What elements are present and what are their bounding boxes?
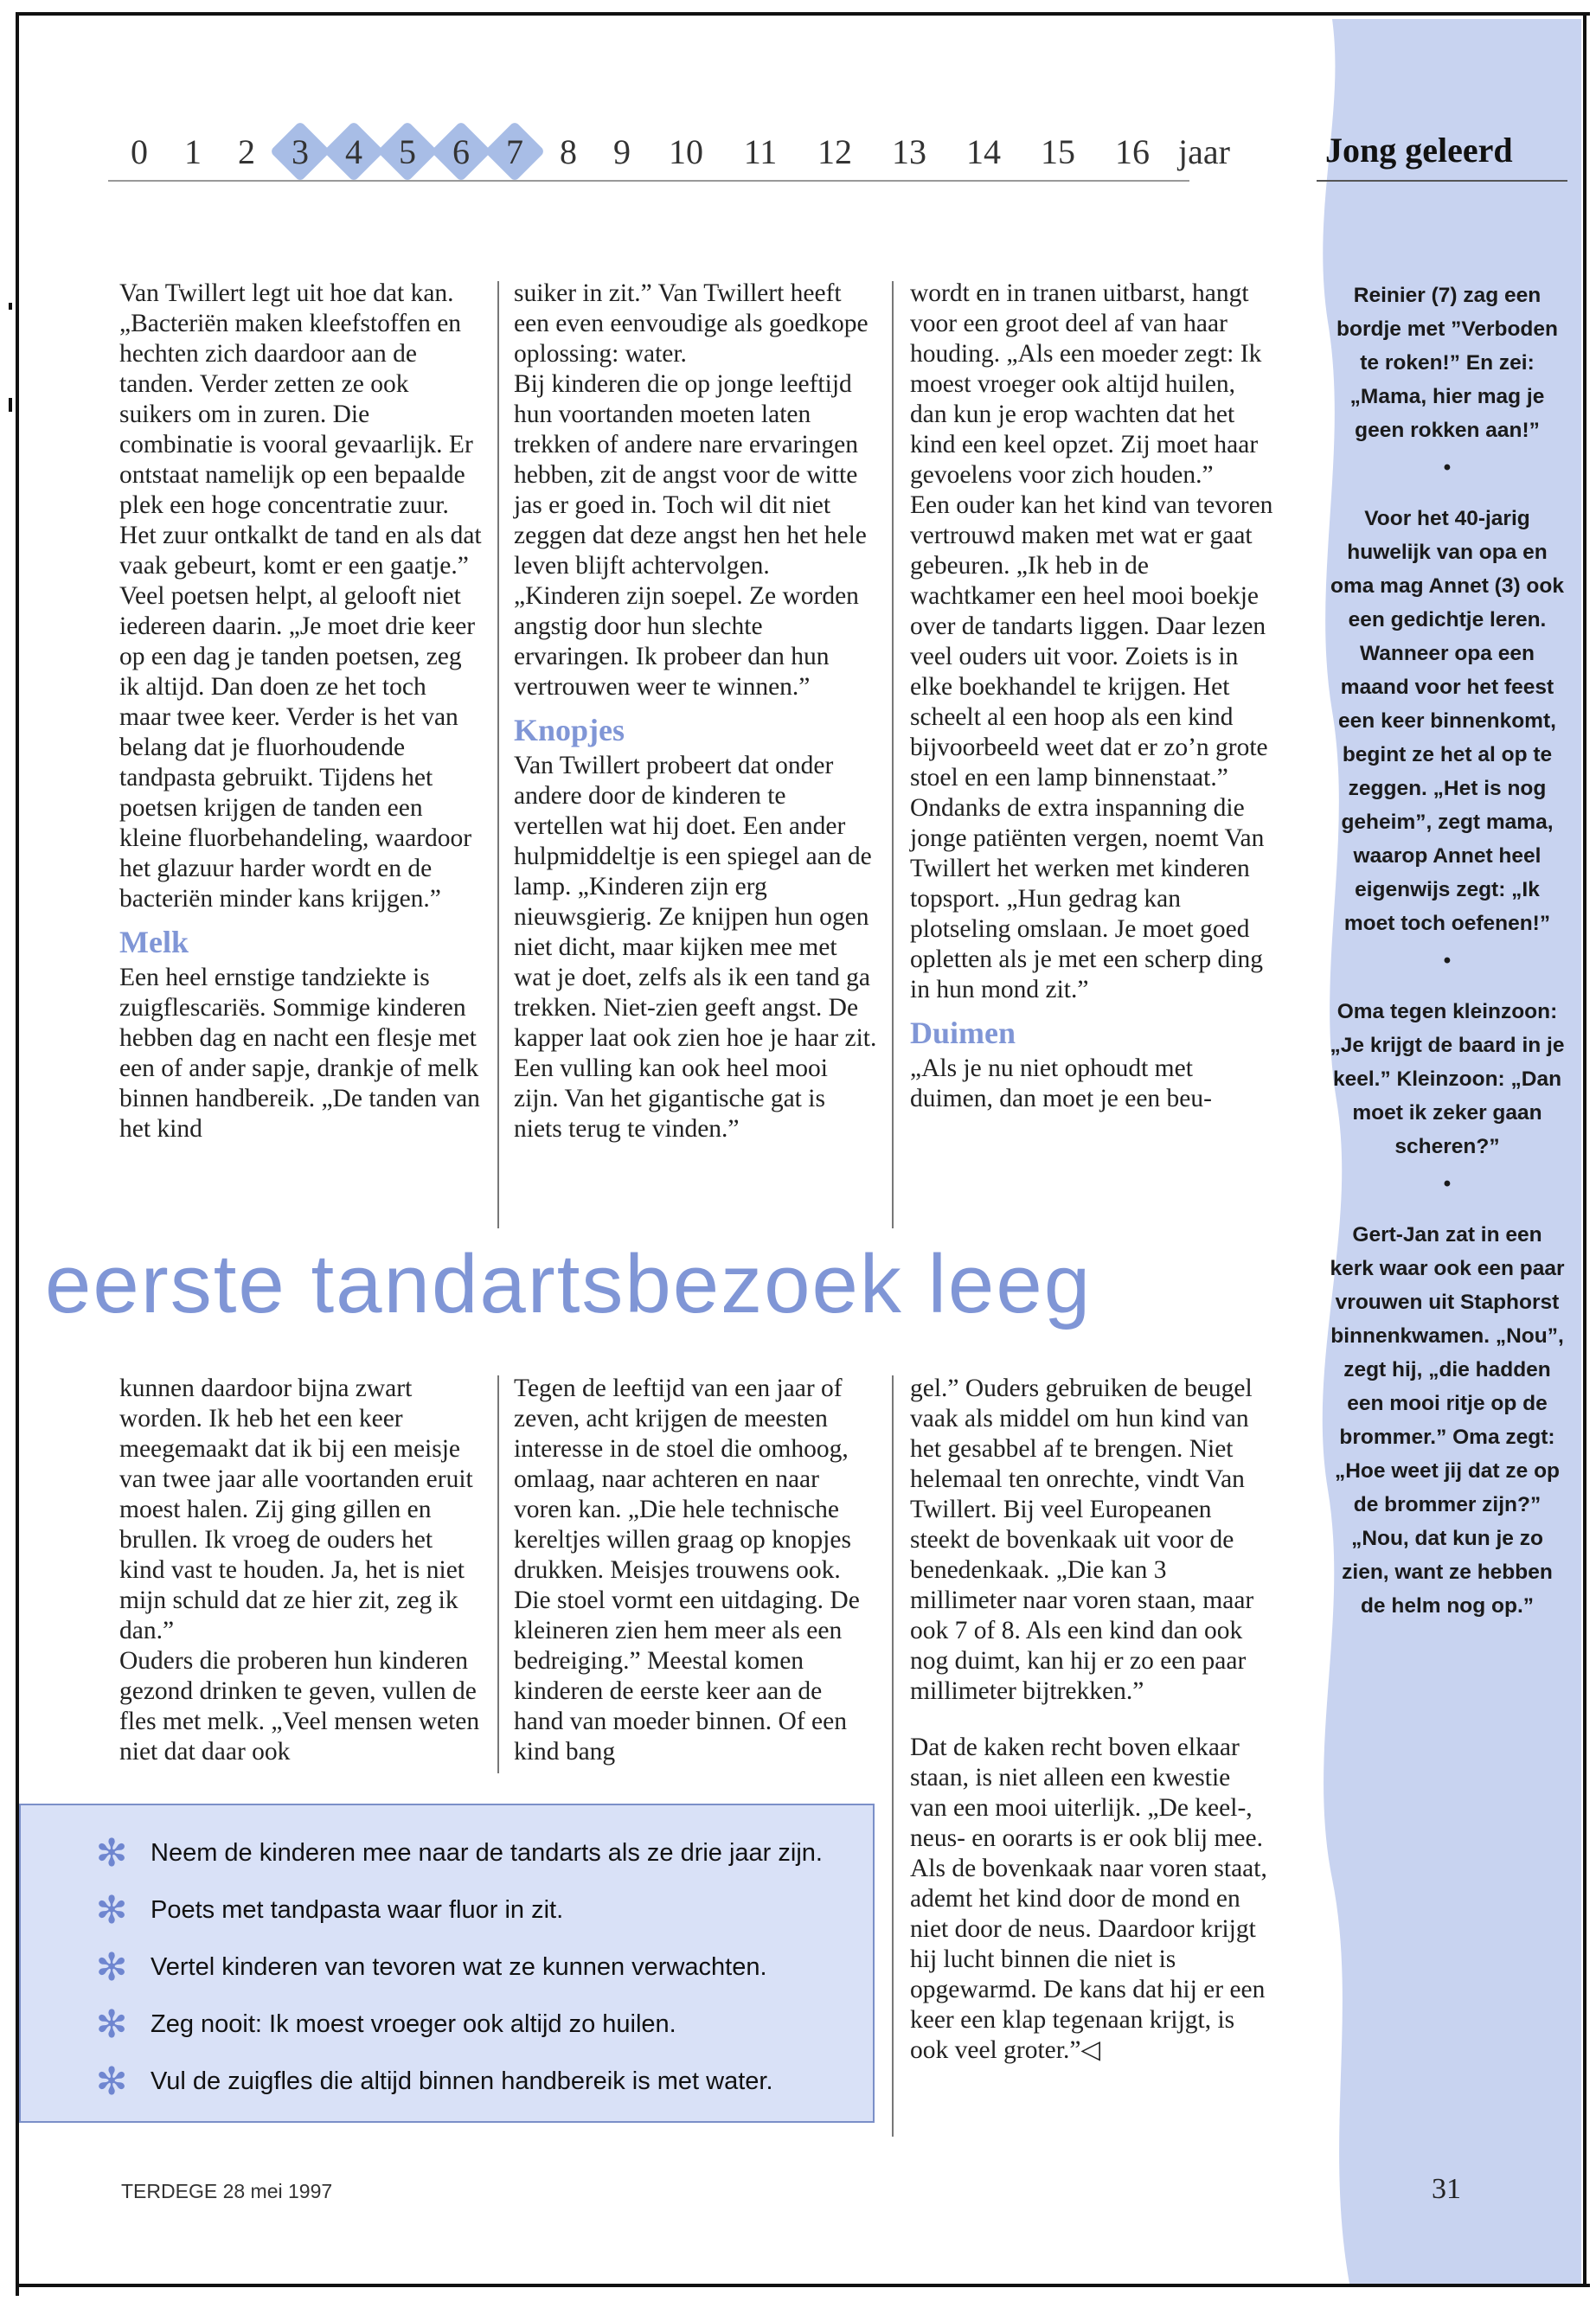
age-number: 13 <box>892 131 926 171</box>
header-rule <box>108 180 1189 182</box>
column-divider <box>497 1375 499 1773</box>
tip-item <box>21 2053 873 2110</box>
sidebar-anecdote: Gert-Jan zat in een kerk waar ook een paar vrouwen uit Staphorst binnenkwamen. „Nou”, zegt hij, „die hadden een mooi ritje op de brommer.” Oma zegt: „Hoe weet jij dat ze op de brommer zijn?” „Nou, dat kun je zo zien, want ze hebben de helm nog op.” <box>1330 1223 1565 1618</box>
age-number: 6 <box>434 131 488 172</box>
subheading: Duimen <box>910 1016 1016 1050</box>
sidebar-anecdote: Oma tegen kleinzoon: „Je krijgt de baard in je keel.” Kleinzoon: „Dan moet ik zeker gaan scheren?” <box>1330 1000 1565 1158</box>
age-scale <box>112 121 1254 182</box>
article-paragraph: kunnen daardoor bijna zwart worden. Ik heb het een keer meegemaakt dat ik bij een meisje van twee jaar alle voortanden eruit moest halen. Zij ging gillen en brullen. Ik vroeg de ouders het kind vast te houden. Ja, het is niet mijn schuld dat ze hier zit, zeg ik dan.” <box>119 1375 473 1644</box>
age-number: 3 <box>273 131 327 172</box>
page-border-top <box>16 12 1590 16</box>
age-number: 16 <box>1115 131 1150 171</box>
article-column-lower-1 <box>119 1374 483 1767</box>
article-paragraph: Een heel ernstige tandziekte is zuigflescariës. Sommige kinderen hebben dag en nacht een flesje met een of ander sapje, drankje of melk binnen handbereik. „De tanden van het kind <box>119 964 480 1143</box>
edge-mark <box>9 303 12 310</box>
article-paragraph: Van Twillert probeert dat onder andere door de kinderen te vertellen wat hij doet. Een ander hulpmiddeltje is een spiegel aan de lamp. „Kinderen zijn erg nieuwsgierig. Ze knijpen hun ogen niet dicht, maar kijken mee met wat je doet, zelfs als ik een tand ga trekken. Niet-zien geeft angst. De kapper laat ook zien hoe je haar zit. Een vulling kan ook heel mooi zijn. Van het gigantische gat is niets terug te vinden.” <box>514 752 877 1143</box>
subheading: Melk <box>119 925 189 959</box>
tip-text: Vul de zuigfles die altijd binnen handbereik is met water. <box>151 2067 773 2095</box>
asterisk-flower-icon: ✻ <box>95 1831 128 1875</box>
page-border-right <box>1583 12 1586 2287</box>
tip-text: Neem de kinderen mee naar de tandarts als ze drie jaar zijn. <box>151 1838 823 1867</box>
section-title: Jong geleerd <box>1325 131 1513 170</box>
age-number: 9 <box>613 131 631 171</box>
column-divider <box>497 281 499 1228</box>
age-number: 8 <box>560 131 577 171</box>
column-divider <box>892 1375 894 2137</box>
tips-list <box>21 1805 873 2110</box>
bullet-separator: • <box>1443 949 1452 972</box>
age-number: 4 <box>327 131 381 172</box>
age-number: 10 <box>669 131 703 171</box>
article-column-lower-3 <box>910 1374 1273 2066</box>
tip-text: Zeg nooit: Ik moest vroeger ook altijd zo huilen. <box>151 2009 676 2038</box>
sidebar-anecdote: Reinier (7) zag een bordje met ”Verboden te roken!” En zei: „Mama, hier mag je geen rokken aan!” <box>1336 284 1558 442</box>
bullet-separator: • <box>1443 1172 1452 1195</box>
article-paragraph: Een ouder kan het kind van tevoren vertrouwd maken met wat er gaat gebeuren. „Ik heb in de wachtkamer een heel mooi boekje over de tandarts liggen. Daar lezen veel ouders uit voor. Zoiets is in elke boekhandel te krijgen. Het scheelt al een hoop als een kind bijvoorbeeld weet dat er zo’n grote stoel en een lamp binnenstaat.” <box>910 491 1273 792</box>
age-number: 5 <box>381 131 434 172</box>
article-paragraph: Ouders die proberen hun kinderen gezond drinken te geven, vullen de fles met melk. „Veel mensen weten niet dat daar ook <box>119 1647 480 1766</box>
age-number: 12 <box>817 131 852 171</box>
subheading: Knopjes <box>514 713 625 747</box>
article-paragraph: wordt en in tranen uitbarst, hangt voor een groot deel af van haar houding. „Als een moeder zegt: Ik moest vroeger ook altijd huilen, dan kun je erop wachten dat het kind een keel opzet. Zij moet haar gevoelens voor zich houden.” <box>910 279 1262 489</box>
page-border-bottom <box>16 2284 1590 2287</box>
age-number: 11 <box>743 131 778 171</box>
article-paragraph: Tegen de leeftijd van een jaar of zeven, acht krijgen de meesten interesse in de stoel die omhoog, omlaag, naar achteren en naar voren kan. „Die hele technische kereltjes willen graag op knopjes drukken. Meisjes trouwens ook. Die stoel vormt een uitdaging. De kleineren zien hem meer als een bedreiging.” Meestal komen kinderen de eerste keer aan de hand van moeder binnen. Of een kind bang <box>514 1375 860 1766</box>
age-number: 1 <box>184 131 202 171</box>
age-number: 14 <box>966 131 1001 171</box>
tip-item <box>21 1939 873 1996</box>
age-unit: jaar <box>1178 131 1230 171</box>
age-number: 7 <box>488 131 542 172</box>
article-headline: eerste tandartsbezoek leeg <box>45 1238 1093 1330</box>
tip-item <box>21 1996 873 2053</box>
publication-footer: TERDEGE 28 mei 1997 <box>121 2180 333 2202</box>
article-paragraph: Dat de kaken recht boven elkaar staan, is niet alleen een kwestie van een mooi uiterlijk. „De keel-, neus- en oorarts is er ook blij mee. Als de bovenkaak naar voren staat, ademt het kind door de mond en niet door de neus. Daardoor krijgt hij lucht binnen die niet is opgewarmd. De kans dat hij er een keer een klap tegenaan krijgt, is ook veel groter.”◁ <box>910 1734 1267 2064</box>
article-column-upper-3 <box>910 279 1273 1114</box>
bullet-separator: • <box>1443 456 1452 479</box>
edge-mark <box>9 398 12 412</box>
asterisk-flower-icon: ✻ <box>95 1888 128 1932</box>
asterisk-flower-icon: ✻ <box>95 2003 128 2046</box>
tip-item <box>21 1881 873 1939</box>
sidebar-anecdote: Voor het 40-jarig huwelijk van opa en oma mag Annet (3) ook een gedichtje leren. Wanneer opa een maand voor het feest een keer binnenkomt, begint ze het al op te zeggen. „Het is nog geheim”, zegt mama, waarop Annet heel eigenwijs zegt: „Ik moet toch oefenen!” <box>1330 507 1564 935</box>
article-paragraph: Van Twillert legt uit hoe dat kan. „Bacteriën maken kleefstoffen en hechten zich daardoor aan de tanden. Verder zetten ze ook suikers om in zuren. Die combinatie is vooral gevaarlijk. Er ontstaat namelijk op een bepaalde plek een hoge concentratie zuur. Het zuur ontkalkt de tand en als dat vaak gebeurt, komt er een gaatje.” <box>119 279 482 580</box>
age-number: 0 <box>131 131 148 171</box>
tip-text: Poets met tandpasta waar fluor in zit. <box>151 1895 564 1924</box>
article-paragraph: „Als je nu niet ophoudt met duimen, dan moet je een beu- <box>910 1054 1212 1112</box>
page-number: 31 <box>1432 2173 1461 2205</box>
article-paragraph: Ondanks de extra inspanning die jonge patiënten vergen, noemt Van Twillert het werken met kinderen topsport. „Hun gedrag kan plotseling omslaan. Je moet goed opletten als je met een scherp ding in hun mond zit.” <box>910 794 1265 1003</box>
article-column-upper-2 <box>514 279 877 1144</box>
asterisk-flower-icon: ✻ <box>95 2060 128 2103</box>
paragraph-gap <box>910 1707 1273 1733</box>
column-divider <box>892 281 894 1228</box>
asterisk-flower-icon: ✻ <box>95 1945 128 1989</box>
article-paragraph: suiker in zit.” Van Twillert heeft een even eenvoudige als goedkope oplossing: water. <box>514 279 869 368</box>
age-number: 15 <box>1041 131 1075 171</box>
article-column-lower-2 <box>514 1374 877 1767</box>
article-column-upper-1 <box>119 279 483 1144</box>
sidebar-anecdotes <box>1328 279 1567 1623</box>
tip-text: Vertel kinderen van tevoren wat ze kunnen verwachten. <box>151 1952 767 1981</box>
section-title-rule <box>1317 180 1567 182</box>
tips-box <box>19 1804 875 2123</box>
tip-item <box>21 1824 873 1881</box>
article-paragraph: Bij kinderen die op jonge leeftijd hun voortanden moeten laten trekken of andere nare ervaringen hebben, zit de angst voor de witte jas er goed in. Toch wil dit niet zeggen dat deze angst hen het hele leven blijft achtervolgen. „Kinderen zijn soepel. Ze worden angstig door hun slechte ervaringen. Ik probeer dan hun vertrouwen weer te winnen.” <box>514 370 867 701</box>
age-number: 2 <box>238 131 255 171</box>
article-paragraph: Veel poetsen helpt, al gelooft niet iedereen daarin. „Je moet drie keer op een dag je tanden poetsen, zeg ik altijd. Dan doen ze het toch maar twee keer. Verder is het van belang dat je fluorhoudende tandpasta gebruikt. Tijdens het poetsen krijgen de tanden een kleine fluorbehandeling, waardoor het glazuur harder wordt en de bacteriën minder kans krijgen.” <box>119 582 476 913</box>
article-paragraph: gel.” Ouders gebruiken de beugel vaak als middel om hun kind van het gesabbel af te brengen. Niet helemaal ten onrechte, vindt Van Twillert. Bij veel Europeanen steekt de bovenkaak uit voor de benedenkaak. „Die kan 3 millimeter naar voren staan, maar ook 7 of 8. Als een kind dan ook nog duimt, kan hij er zo een paar millimeter bijtrekken.” <box>910 1375 1254 1705</box>
